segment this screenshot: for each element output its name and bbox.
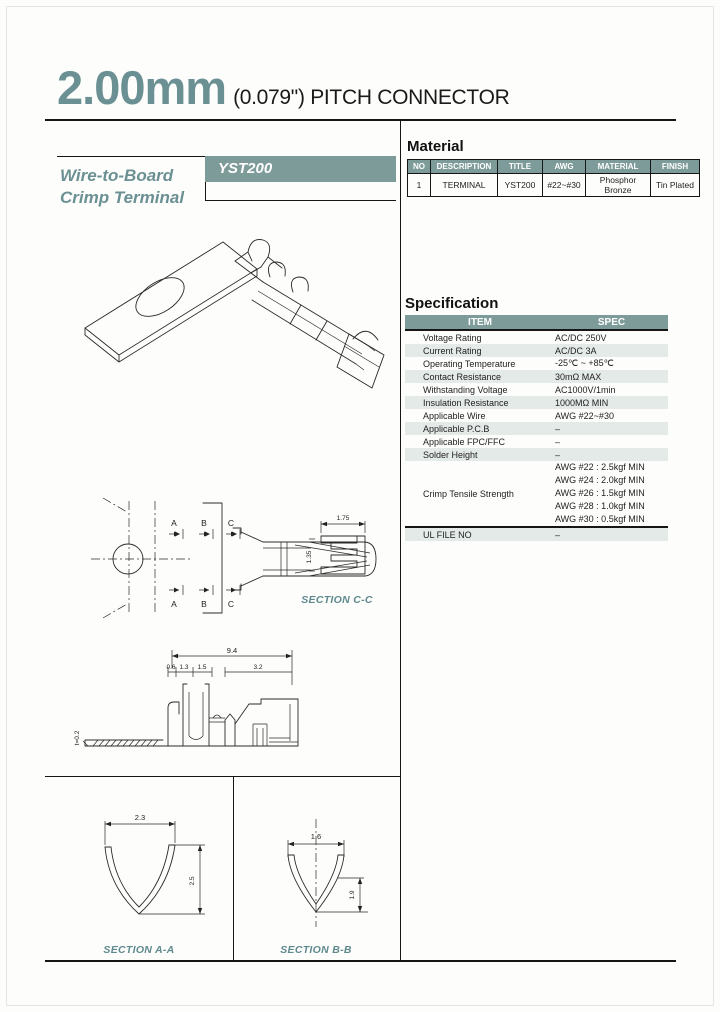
material-col-description: DESCRIPTION: [431, 160, 498, 174]
cut-mark-c: C: [227, 599, 235, 609]
material-row: [408, 174, 700, 197]
material-finish: Tin Plated: [651, 174, 700, 197]
pitch-size: 2.00mm: [57, 61, 227, 114]
dim-seg-3: 1.5: [197, 664, 207, 671]
spec-item: Applicable FPC/FFC: [423, 436, 506, 447]
section-bb-drawing: [233, 777, 400, 961]
product-family-line2: Crimp Terminal: [60, 188, 185, 207]
spec-item: Contact Resistance: [423, 371, 502, 382]
model-block-underline: [205, 200, 396, 201]
dim-overall-length: 9.4: [226, 646, 238, 655]
model-number: YST200: [218, 160, 273, 177]
spec-row: [405, 370, 668, 383]
material-col-no: NO: [408, 160, 431, 174]
product-family-line1: Wire-to-Board: [60, 166, 174, 185]
spec-row: [405, 409, 668, 422]
section-cut-marks-bottom: [169, 585, 240, 609]
spec-row: [405, 435, 668, 448]
spec-row: [405, 448, 668, 461]
spec-row: [405, 344, 668, 357]
material-col-awg: AWG: [543, 160, 586, 174]
spec-value: –: [555, 423, 561, 434]
section-aa-drawing: [45, 777, 233, 961]
section-cc-label: SECTION C-C: [301, 594, 373, 606]
material-col-material: MATERIAL: [586, 160, 651, 174]
spec-value: AC1000V/1min: [555, 384, 616, 395]
dim-thickness: t=0.2: [74, 730, 81, 746]
spec-col-spec: SPEC: [597, 316, 626, 328]
pitch-title-rest: (0.079") PITCH CONNECTOR: [233, 86, 510, 109]
section-bb-label: SECTION B-B: [280, 944, 352, 956]
side-view-drawing: [65, 640, 385, 780]
spec-row-crimp-tensile: [405, 461, 668, 526]
spec-value: 30mΩ MAX: [555, 371, 602, 382]
spec-value: -25℃ ~ +85℃: [555, 358, 614, 368]
dim-seg-2: 1.3: [179, 664, 189, 671]
spec-value: –: [555, 449, 561, 460]
dim-cc-width: 1.75: [336, 515, 350, 522]
spec-value: AC/DC 250V: [555, 332, 607, 343]
spec-value: –: [555, 436, 561, 447]
material-table: [407, 159, 700, 197]
model-block-vline: [205, 181, 206, 201]
product-family: [60, 165, 184, 209]
spec-item: Current Rating: [423, 345, 482, 356]
material-description: TERMINAL: [431, 174, 498, 197]
spec-value-list: [555, 461, 668, 526]
material-col-finish: FINISH: [651, 160, 700, 174]
spec-row: [405, 422, 668, 435]
spec-header-row: [405, 315, 668, 331]
spec-value: AC/DC 3A: [555, 345, 597, 356]
material-col-title: TITLE: [498, 160, 543, 174]
plan-view-drawing: [75, 495, 385, 635]
section-aa-label: SECTION A-A: [103, 944, 175, 956]
spec-item: Solder Height: [423, 449, 478, 460]
page-title: [57, 60, 509, 115]
spec-item: Insulation Resistance: [423, 397, 509, 408]
spec-item: Operating Temperature: [423, 358, 516, 369]
spec-row: [405, 396, 668, 409]
dim-bb-width: 1.6: [310, 832, 322, 841]
spec-item: Applicable P.C.B: [423, 423, 490, 434]
spec-value-line: AWG #24 : 2.0kgf MIN: [555, 475, 645, 485]
cut-mark-a: A: [171, 518, 177, 528]
material-header-row: [408, 160, 700, 174]
title-rule: [45, 119, 676, 121]
spec-item: Crimp Tensile Strength: [423, 488, 514, 499]
section-cut-marks-top: [169, 518, 240, 539]
spec-value: –: [555, 529, 561, 540]
spec-value: AWG #22~#30: [555, 410, 614, 421]
spec-row-ul-file: [405, 526, 668, 541]
dim-cc-height: 1.35: [306, 550, 313, 564]
dim-bb-height: 1.9: [349, 890, 356, 900]
spec-item: Applicable Wire: [423, 410, 486, 421]
material-material: Phosphor Bronze: [586, 174, 651, 197]
spec-row: [405, 331, 668, 344]
cut-mark-c: C: [227, 518, 235, 528]
spec-value-line: AWG #30 : 0.5kgf MIN: [555, 514, 645, 524]
cut-mark-b: B: [201, 599, 207, 609]
dim-aa-width: 2.3: [134, 813, 146, 822]
spec-value-line: AWG #26 : 1.5kgf MIN: [555, 488, 645, 498]
material-no: 1: [408, 174, 431, 197]
material-title: YST200: [498, 174, 543, 197]
header-block-rule: [57, 156, 206, 157]
specification-table: [405, 315, 668, 541]
cut-mark-a: A: [171, 599, 177, 609]
spec-item: Voltage Rating: [423, 332, 482, 343]
model-number-bar: [205, 156, 396, 182]
dim-aa-height: 2.5: [189, 876, 196, 886]
spec-row: [405, 383, 668, 396]
spec-value-line: AWG #28 : 1.0kgf MIN: [555, 501, 645, 511]
spec-col-item: ITEM: [468, 316, 492, 328]
cut-mark-b: B: [201, 518, 207, 528]
isometric-terminal-drawing: [65, 225, 395, 490]
material-awg: #22~#30: [543, 174, 586, 197]
dim-seg-4: 3.2: [253, 664, 263, 671]
spec-row: [405, 357, 668, 370]
column-divider: [400, 120, 401, 961]
spec-item: UL FILE NO: [423, 529, 472, 540]
spec-item: Withstanding Voltage: [423, 384, 508, 395]
dim-seg-1: 0.6: [166, 664, 176, 671]
specification-heading: Specification: [405, 295, 499, 312]
spec-value-line: AWG #22 : 2.5kgf MIN: [555, 462, 645, 472]
material-heading: Material: [407, 138, 464, 155]
spec-value: 1000MΩ MIN: [555, 397, 609, 408]
section-cc-detail: [306, 515, 365, 574]
